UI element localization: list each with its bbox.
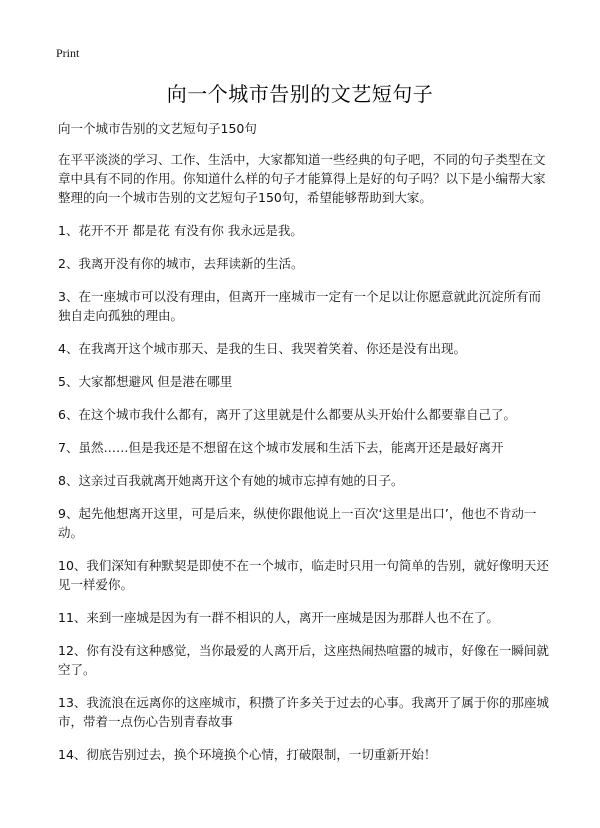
print-link[interactable]: Print — [56, 46, 80, 60]
list-item: 10、我们深知有种默契是即使不在一个城市，临走时只用一句简单的告别，就好像明天还见一样爱你。 — [58, 558, 549, 592]
list-item: 12、你有没有这种感觉，当你最爱的人离开后，这座热闹热喧嚣的城市，好像在一瞬间就空了。 — [58, 643, 549, 677]
list-item: 14、彻底告别过去，换个环境换个心情，打破限制，一切重新开始！ — [58, 747, 437, 762]
article-body — [58, 119, 552, 778]
intro-paragraph: 在平平淡淡的学习、工作、生活中，大家都知道一些经典的句子吧，不同的句子类型在文章中具有不同的作用。你知道什么样的句子才能算得上是好的句子吗？以下是小编帮大家整理的向一个城市告别的文艺短句子150句，希望能够帮助到大家。 — [58, 152, 546, 205]
list-item: 11、来到一座城是因为有一群不相识的人，离开一座城是因为那群人也不在了。 — [58, 610, 499, 625]
article-subtitle: 向一个城市告别的文艺短句子150句 — [58, 121, 257, 136]
list-item: 4、在我离开这个城市那天、是我的生日、我哭着笑着、你还是没有出现。 — [58, 341, 466, 356]
list-item: 13、我流浪在远离你的这座城市，积攒了许多关于过去的心事。我离开了属于你的那座城市，带着一点伤心告别青春故事 — [58, 695, 549, 729]
page-title: 向一个城市告别的文艺短句子 — [166, 82, 434, 106]
list-item: 2、我离开没有你的城市，去拜读新的生活。 — [58, 256, 304, 271]
list-item: 9、起先他想离开这里，可是后来，纵使你跟他说上一百次‘这里是出口’，他也不肯动一动。 — [58, 506, 537, 540]
list-item: 5、大家都想避风 但是港在哪里 — [58, 374, 233, 389]
list-item: 7、虽然……但是我还是不想留在这个城市发展和生活下去，能离开还是最好离开 — [58, 440, 504, 455]
list-item: 6、在这个城市我什么都有，离开了这里就是什么都要从头开始什么都要靠自己了。 — [58, 407, 516, 422]
list-item: 8、这亲过百我就离开她离开这个有她的城市忘掉有她的日子。 — [58, 473, 404, 488]
list-item: 3、在一座城市可以没有理由，但离开一座城市一定有一个足以让你愿意就此沉淀所有而独自走向孤独的理由。 — [58, 289, 541, 323]
list-item: 1、花开不开 都是花 有没有你 我永远是我。 — [58, 223, 303, 238]
